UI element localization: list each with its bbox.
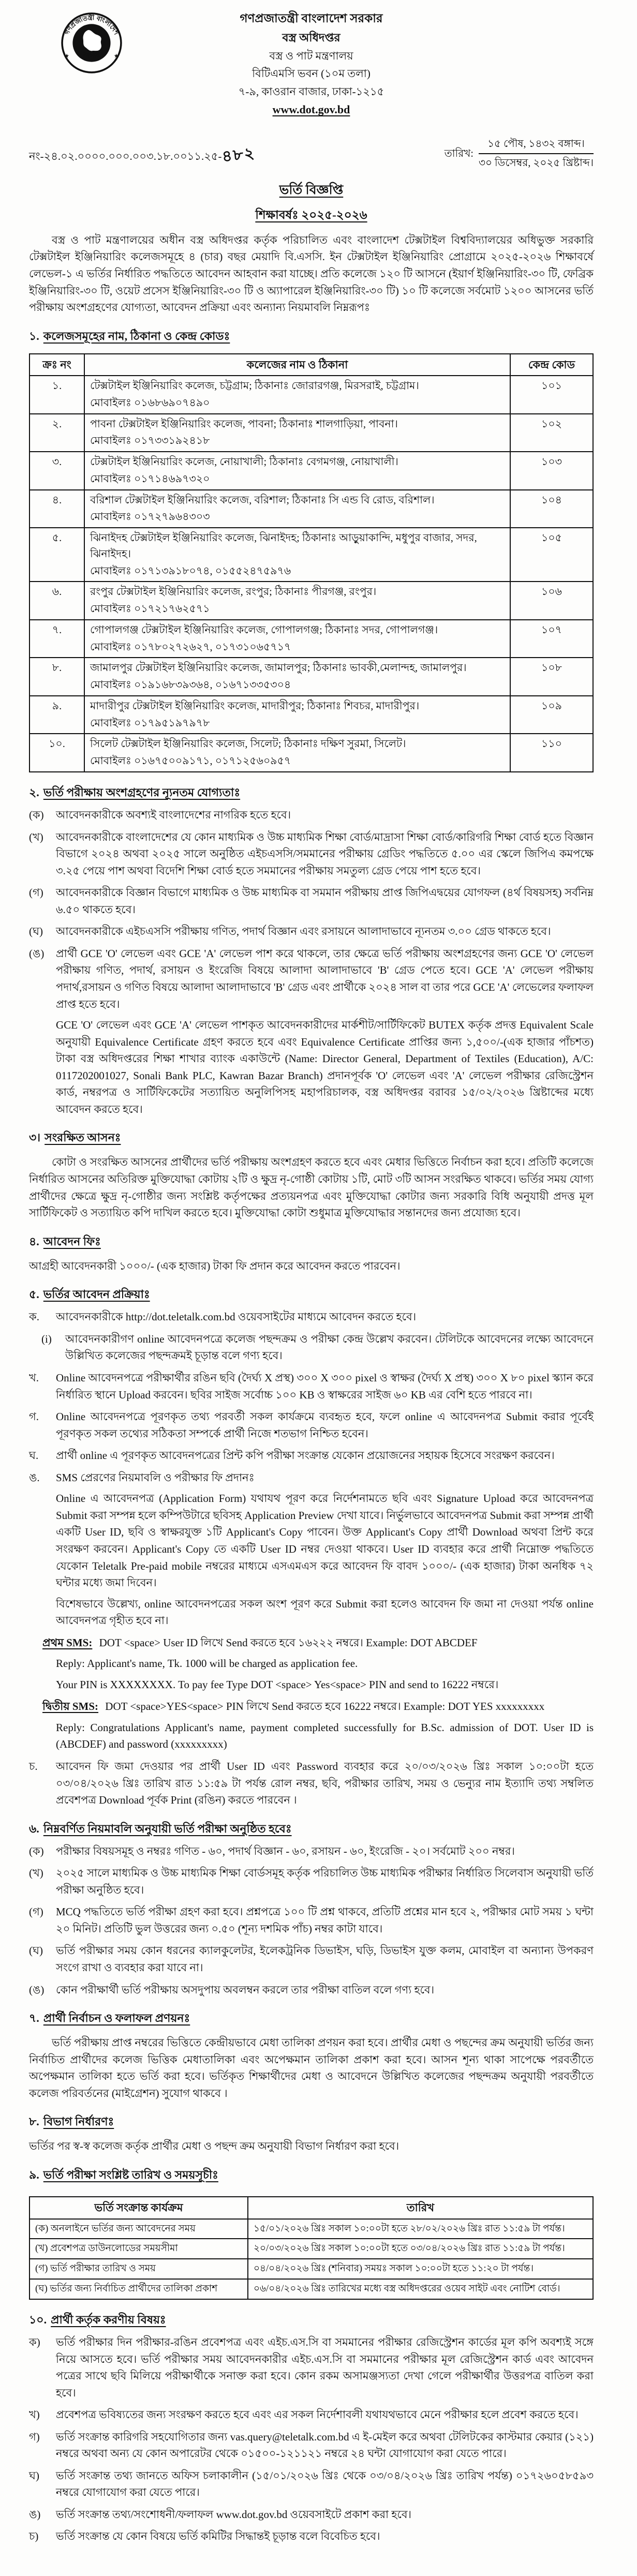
schedule-table	[29, 2196, 594, 2300]
section-8-heading: ৮. বিভাগ নির্ধারণঃ	[29, 2115, 114, 2128]
selection-result-paragraph: ভর্তি পরীক্ষায় প্রাপ্ত নম্বরের ভিত্তিতে কেন্দ্রীয়ভাবে মেধা তালিকা প্রণয়ন করা হবে। প্রার্থীর মেধা ও পছন্দের ক্রম অনুযায়ী ভর্তির জন্য নির্বাচিত প্রার্থীদের কলেজ ভিত্তিক মেধাতালিকা এবং অপেক্ষমান তালিকা প্রকাশ করা হবে। আসন শূন্য থাকা সাপেক্ষে পরবর্তীতে অপেক্ষমান তালিকা হতে ভর্তি করা হবে। ভর্তিকৃত শিক্ষার্থীদের মেধা ও আবেদনে উল্লিখিত কলেজের পছন্দক্রম অনুযায়ী পরবর্তীতে কলেজ পরিবর্তনের (মাইগ্রেশন) সুযোগ থাকবে ।	[29, 2036, 594, 2099]
college-center-code: ১০৪	[510, 490, 593, 528]
college-center-code: ১০৩	[510, 452, 593, 490]
schedule-date: ০৬/০৪/২০২৬ খ্রিঃ তারিখের মধ্যে বস্ত্র অধিদপ্তরের ওয়েব সাইট এবং নোটিশ বোর্ড।	[248, 2279, 593, 2299]
eligibility-item	[29, 923, 594, 940]
memo-date	[445, 136, 594, 171]
item-text: ভর্তি সংক্রান্ত কারিগরি সহযোগিতার জন্য vas.query@teletalk.com.bd এ ই-মেইল করে অথবা টেলিটকের কাস্টমার কেয়ার (১২১) নম্বরে অথবা অন্য যে কোন অপারেটর থেকে ০১৫০০-১২১১২১ নম্বরে ২৪ ঘন্টা যোগাযোগ করা যেতে পারে।	[56, 2430, 594, 2460]
college-line: সিলেট টেক্সটাইল ইঞ্জিনিয়ারিং কলেজ, সিলেট; ঠিকানাঃ দক্ষিণ সুরমা, সিলেট।	[90, 738, 406, 750]
data-accuracy-item: গ. Online আবেদনপত্রে পূরণকৃত তথ্য পরবর্তী সকল কার্যক্রমে ব্যবহৃত হবে, ফলে online এ আবেদনপত্র Submit করার পূর্বেই পূরণকৃত সকল তথ্যের সঠিকতা সম্পর্কে প্রার্থী নিজে শতভাগ নিশ্চিত হবেন।	[29, 1410, 594, 1440]
exam-rule-item	[29, 1903, 594, 1937]
section-4-heading: ৪. আবেদন ফিঃ	[29, 1234, 101, 1248]
college-serial: ৯.	[29, 696, 84, 734]
first-sms-text: DOT <space> User ID লিখে Send করতে হবে ১৬২২২ নম্বরে। Example: DOT ABCDEF	[99, 1636, 478, 1649]
item-label: (ঙ)	[29, 1983, 45, 1996]
office-address: ৭-৯, কাওরান বাজার, ঢাকা-১২১৫	[238, 85, 384, 98]
gce-equivalence-paragraph: GCE 'O' লেভেল এবং GCE 'A' লেভেল পাশকৃত আবেদনকারীদের মার্কশীট/সার্টিফিকেট BUTEX কর্তৃক প্রদত্ত Equivalent Scale অনুযায়ী Equivalence Certificate গ্রহণ করতে হবে এবং Equivalence Certificate প্রাপ্তির জন্য ১,৫০০/-(এক হাজার পাঁচশত) টাকা বস্ত্র অধিদপ্তরের শিক্ষা শাখার ব্যাংক একাউন্টে (Name: Director General, Department of Textiles (Education), A/C: 0117202001027, Sonali Bank PLC, Kawran Bazar Branch) প্রদানপূর্বক 'O' লেভেল এবং 'A' লেভেল পরীক্ষার রেজিস্ট্রেশন কার্ড, নম্বরপত্র ও সার্টিফিকেটের সত্যায়িত অনুলিপিসহ মহাপরিচালক, বস্ত্র অধিদপ্তর বরাবর ১৫/০২/২০২৬ খ্রিষ্টাব্দের মধ্যে আবেদন করতে হবে।	[56, 1019, 594, 1115]
college-table-row	[29, 490, 593, 528]
college-mobile: মোবাইলঃ ০১৭৮০২৭২৬২৭, ০১৭৩১০৬৫৭১৭	[90, 641, 291, 653]
item-text: আবেদনকারীকে এইচএসসি পরীক্ষায় গণিত, পদার্থ বিজ্ঞান এবং রসায়নে আলাদাভাবে ন্যূনতম ৩.০০ গ্রেড থাকতে হবে।	[56, 925, 551, 938]
schedule-row	[29, 2279, 593, 2299]
section-9-heading: ৯. ভর্তি পরীক্ষা সংশ্লিষ্ট তারিখ ও সময়সূচীঃ	[29, 2168, 218, 2181]
college-table-row	[29, 414, 593, 452]
item-label: (খ)	[29, 830, 43, 843]
college-serial: ৬.	[29, 582, 84, 620]
second-sms-label: দ্বিতীয় SMS:	[42, 1700, 99, 1713]
sms-procedure-paragraph: Online এ আবেদনপত্র (Application Form) যথাযথ পূরণ করে নির্দেশনামতে ছবি এবং Signature Upload করে আবেদনপত্র Submit করা সম্পন্ন হলে কম্পিউটারে ছবিসহ Application Preview দেখা যাবে। নির্ভুলভাবে আবেদনপত্র Submit করা সম্পন্ন প্রার্থী একটি User ID, ছবি ও স্বাক্ষরযুক্ত ১টি Applicant's Copy পাবেন। উক্ত Applicant's Copy প্রার্থী Download অথবা প্রিন্ট করে সংরক্ষণ করবেন। Applicant's Copy তে একটি User ID নম্বর দেওয়া থাকবে। User ID ব্যবহার করে প্রার্থী নিম্নোক্ত পদ্ধতিতে যেকোন Teletalk Pre-paid mobile নম্বরের মাধ্যমে এসএমএস করে আবেদন ফি বাবদ ১০০০/- (এক হাজার) টাকা অনধিক ৭২ ঘন্টার মধ্যে জমা দিবেন।	[56, 1492, 594, 1589]
schedule-row	[29, 2239, 593, 2259]
eligibility-item	[29, 807, 594, 824]
doc-title: ভর্তি বিজ্ঞপ্তি	[279, 183, 344, 198]
college-preference-item: (i) আবেদনকারীগণ online আবেদনপত্রে কলেজ পছন্দক্রম ও পরীক্ষা কেন্দ্র উল্লেখ করবেন। টেলিটকে আবেদনের লক্ষ্যে আবেদনে উল্লিখিত কলেজের পছন্দক্রমই চূড়ান্ত বলে গণ্য হবে।	[41, 1332, 594, 1362]
candidate-duty-item	[29, 2406, 594, 2423]
item-label: (ক)	[29, 1844, 44, 1857]
college-line: জামালপুর টেক্সটাইল ইঞ্জিনিয়ারিং কলেজ, জামালপুর; ঠিকানাঃ ভাবকী,মেলান্দহ, জামালপুর।	[90, 662, 467, 674]
section-10-items	[29, 2334, 594, 2545]
intro-paragraph: বস্ত্র ও পাট মন্ত্রণালয়ের অধীন বস্ত্র অধিদপ্তর কর্তৃক পরিচালিত এবং বাংলাদেশ টেক্সটাইল বিশ্ববিদ্যালয়ের অধিভুক্ত সরকারি টেক্সটাইল ইঞ্জিনিয়ারিং কলেজসমূহে ৪ (চার) বছর মেয়াদি বি.এসসি. ইন টেক্সটাইল ইঞ্জিনিয়ারিং প্রোগ্রামে ২০২৫-২০২৬ শিক্ষাবর্ষে লেভেল-১ এ ভর্তির নির্ধারিত পদ্ধতিতে আবেদন আহবান করা যাচ্ছে। প্রতি কলেজে ১২০ টি আসনে (ইয়ার্ণ ইঞ্জিনিয়ারিং-৩০ টি, ফেব্রিক ইঞ্জিনিয়ারিং-৩০ টি, ওয়েট প্রসেস ইঞ্জিনিয়ারিং-৩০ টি ও অ্যাপারেল ইঞ্জিনিয়ারিং-৩০ টি) ১০ টি কলেজে সর্বমোট ১২০০ আসনের ভর্তি পরীক্ষায় অংশগ্রহণের যোগ্যতা, আবেদন প্রক্রিয়া এবং অন্যান্য নিয়মাবলি নিম্নরূপঃ	[29, 233, 594, 314]
sms-rules-subheading: ঙ. SMS প্রেরণের নিয়মাবলি ও পরীক্ষার ফি প্রদানঃ	[29, 1471, 255, 1484]
college-mobile: মোবাইলঃ ০১৬৮৬৯০৭৪৯০	[90, 397, 210, 409]
reserved-seats-paragraph: কোটা ও সংরক্ষিত আসনের প্রার্থীদের ভর্তি পরীক্ষায় অংশগ্রহণ করতে হবে এবং মেধার ভিত্তিতে নির্বাচন করা হবে। প্রতিটি কলেজে নির্ধারিত আসনের অতিরিক্ত মুক্তিযোদ্ধা কোটায় ২টি ও ক্ষুদ্র নৃ-গোষ্ঠী কোটায় ১টি, মোট ৩টি আসন সংরক্ষিত থাকবে। ভর্তির সময় যোগ্য প্রার্থীদের ক্ষেত্রে ক্ষুদ্র নৃ-গোষ্ঠীর জন্য সংশ্লিষ্ট কর্তৃপক্ষের প্রত্যয়নপত্র এবং মুক্তিযোদ্ধা কোটার জন্য সরকারি বিধি অনুযায়ী প্রদত্ত মূল সার্টিফিকেট ও সত্যায়িত কপি দাখিল করতে হবে। মুক্তিযোদ্ধা কোটা শুধুমাত্র মুক্তিযোদ্ধার সন্তানদের জন্য প্রযোজ্য হবে।	[29, 1156, 594, 1219]
section-6-heading: ৬. নিম্নবর্ণিত নিয়মাবলি অনুযায়ী ভর্তি পরীক্ষা অনুষ্ঠিত হবেঃ	[29, 1822, 292, 1835]
schedule-row	[29, 2219, 593, 2239]
section-2-heading: ২. ভর্তি পরীক্ষায় অংশগ্রহণের ন্যূনতম যোগ্যতাঃ	[29, 785, 241, 799]
schedule-activity: (ঘ) ভর্তির জন্য নির্বাচিত প্রার্থীদের তালিকা প্রকাশ	[29, 2279, 248, 2299]
item-label: খ)	[29, 2408, 40, 2421]
seal-bottom-text: সরকার	[82, 51, 101, 60]
first-sms-line	[42, 1634, 594, 1651]
doc-subtitle: শিক্ষাবর্ষঃ ২০২৫-২০২৬	[255, 209, 367, 222]
item-label: (গ)	[29, 886, 43, 899]
college-center-code: ১০১	[510, 376, 593, 414]
seal-top-text: গণপ্রজাতন্ত্রী বাংলাদেশ	[63, 14, 120, 36]
college-name-address	[84, 658, 510, 696]
college-line: মাদারীপুর টেক্সটাইল ইঞ্জিনিয়ারিং কলেজ, মাদারীপুর; ঠিকানাঃ শিবচর, মাদারীপুর।	[90, 700, 420, 712]
college-center-code: ১০৮	[510, 658, 593, 696]
college-line: বরিশাল টেক্সটাইল ইঞ্জিনিয়ারিং কলেজ, বরিশাল; ঠিকানাঃ সি এন্ড বি রোড, বরিশাল।	[90, 494, 435, 506]
item-text: ভর্তি সংক্রান্ত যে কোন বিষয়ে ভর্তি কমিটির সিদ্ধান্তই চূড়ান্ত বলে বিবেচিত হবে।	[56, 2530, 380, 2543]
item-text: ভর্তি সংক্রান্ত তথ্য/সংশোধনী/ফলাফল www.dot.gov.bd ওয়েবসাইটে প্রকাশ করা হবে।	[56, 2508, 412, 2521]
ministry-name: বস্ত্র ও পাট মন্ত্রণালয়	[269, 49, 353, 62]
date-bangla: ১৫ পৌষ, ১৪৩২ বঙ্গাব্দ।	[479, 136, 594, 154]
memo-number-handwritten: ৪৮২	[220, 144, 256, 166]
college-mobile: মোবাইলঃ ০১৭৯৫১৯৭৯৭৮	[90, 717, 210, 729]
col-activity: ভর্তি সংক্রান্ত কার্যক্রম	[29, 2197, 248, 2219]
col-date: তারিখ	[248, 2197, 593, 2219]
building-name: বিটিএমসি ভবন (১০ম তলা)	[252, 67, 371, 80]
college-name-address	[84, 452, 510, 490]
schedule-row	[29, 2259, 593, 2279]
college-serial: ৭.	[29, 620, 84, 658]
seal-star-left-icon: ★	[64, 53, 70, 59]
date-gregorian: ৩০ ডিসেম্বর, ২০২৫ খ্রিষ্টাব্দ।	[478, 157, 594, 169]
item-text: ভর্তি পরীক্ষার সময় কোন ধরনের ক্যালকুলেটর, ইলেকট্রনিক ডিভাইস, ঘড়ি, ডিভাইস যুক্ত কলম, মোবাইল বা অন্যান্য উপকরণ সংগে রাখা ও ব্যবহার করা যাবে না।	[56, 1944, 594, 1974]
college-name-address	[84, 582, 510, 620]
photo-signature-item: খ. Online আবেদনপত্রে পরীক্ষার্থীর রঙিন ছবি (দৈর্ঘ্য X প্রস্থ) ৩০০ X ৩০০ pixel ও স্বাক্ষর (দৈর্ঘ্য X প্রস্থ) ৩০০ X ৮০ pixel স্ক্যান করে নির্ধারিত স্থানে Upload করবেন। ছবির সাইজ সর্বোচ্চ ১০০ KB ও স্বাক্ষরের সাইজ ৬০ KB এর বেশি হতে পারবে না।	[29, 1372, 594, 1401]
item-text: পরীক্ষার বিষয়সমূহ ও নম্বরঃ গণিত - ৬০, পদার্থ বিজ্ঞান - ৬০, রসায়ন - ৬০, ইংরেজি - ২০। সর্বমোট ২০০ নম্বর।	[56, 1844, 515, 1857]
college-line: পাবনা টেক্সটাইল ইঞ্জিনিয়ারিং কলেজ, পাবনা; ঠিকানাঃ শালগাড়িয়া, পাবনা।	[90, 418, 398, 430]
schedule-activity: (ক) অনলাইনে ভর্তির জন্য আবেদনের সময়	[29, 2219, 248, 2239]
col-code: কেন্দ্র কোড	[510, 354, 593, 376]
college-table-row	[29, 452, 593, 490]
college-serial: ৫.	[29, 528, 84, 582]
college-table-row	[29, 620, 593, 658]
candidate-duty-item	[29, 2467, 594, 2501]
item-label: (ঘ)	[29, 925, 43, 938]
section-6-items	[29, 1843, 594, 1998]
section-1-heading: ১. কলেজসমূহের নাম, ঠিকানা ও কেন্দ্র কোডঃ	[29, 329, 230, 343]
college-table	[29, 353, 594, 772]
apply-website-text: আবেদনকারীকে http://dot.teletalk.com.bd ওয়েবসাইটের মাধ্যমে আবেদন করতে হবে।	[56, 1311, 417, 1323]
item-text: ভর্তি পরীক্ষার দিন পরীক্ষার-রঙিন প্রবেশপত্র এবং এইচ.এস.সি বা সমমানের পরীক্ষার রেজিস্ট্রেশন কার্ডের মূল কপি অবশ্যই সঙ্গে নিয়ে আসতে হবে। ভর্তি পরীক্ষার সময় আবেদনকারীর এইচ.এস.সি বা সমমানের পরীক্ষার মূল রেজিস্ট্রেশন কার্ড এবং আবেদন পত্রের সাথে ছবি মিলিয়ে পরীক্ষার্থীকে সনাক্ত করা হবে। কোন রকম অসামঞ্জস্যতা দেখা গেলে পরীক্ষার্থীর উত্তরপত্র বাতিল করা হবে।	[56, 2335, 594, 2399]
college-table-row	[29, 734, 593, 772]
college-mobile: মোবাইলঃ ০১৭১৪৬৯৭৩২০	[90, 473, 210, 485]
item-text: আবেদনকারীকে বিজ্ঞান বিভাগে মাধ্যমিক ও উচ্চ মাধ্যমিক বা সমমান পরীক্ষায় প্রাপ্ত জিপিএদ্বয়ের যোগফল (৪র্থ বিষয়সহ) সর্বনিম্ন ৬.৫০ থাকতে হবে।	[56, 886, 594, 916]
eligibility-item	[29, 884, 594, 918]
print-copy-item: ঘ. প্রার্থী online এ পূরণকৃত আবেদনপত্রের প্রিন্ট কপি পরীক্ষা সংক্রান্ত যেকোন প্রয়োজনের সহায়ক হিসেবে সংরক্ষণ করবেন।	[29, 1449, 555, 1462]
schedule-date: ২০/০৩/২০২৬ খ্রিঃ সকাল ১০:০০টা হতে ০৩/০৪/২০২৬ খ্রিঃ রাত ১১:৫৯ টা পর্যন্ত।	[248, 2239, 593, 2259]
college-table-row	[29, 376, 593, 414]
college-name-address	[84, 696, 510, 734]
schedule-header-row	[29, 2197, 593, 2219]
college-name-address	[84, 414, 510, 452]
college-mobile: মোবাইলঃ ০১৬৭৫০০৯১৭১, ০১৭১২৫৬০৯৫৭	[90, 755, 291, 767]
item-label: ঙ)	[29, 2508, 41, 2521]
college-mobile: মোবাইলঃ ০১৯১৬৮৩৯৩৬৪, ০১৬৭১৩৩৫৩০৪	[90, 679, 291, 691]
college-serial: ৮.	[29, 658, 84, 696]
schedule-date: ১৫/০১/২০২৬ খ্রিঃ সকাল ১০:০০টা হতে ২৮/০২/২০২৬ খ্রিঃ রাত ১১:৫৯ টা পর্যন্ত।	[248, 2219, 593, 2239]
item-label: (ঙ)	[29, 947, 45, 960]
schedule-activity: (খ) প্রবেশপত্র ডাউনলোডের সময়সীমা	[29, 2239, 248, 2259]
department-assignment-paragraph: ভর্তির পর স্ব-স্ব কলেজ কর্তৃক প্রার্থীর মেধা ও পছন্দ ক্রম অনুযায়ী বিভাগ নির্ধারণ করা হবে।	[29, 2140, 399, 2153]
exam-rule-item	[29, 1843, 594, 1860]
college-table-row	[29, 528, 593, 582]
memo-line	[29, 136, 594, 171]
item-text: প্রবেশপত্র ভবিষ্যতের জন্য সংরক্ষণ করতে হবে এবং এর সকল নির্দেশাবলী যথাযথভাবে মেনে পরীক্ষার হলে প্রবেশ করতে হবে।	[56, 2408, 579, 2421]
item-text: ২০২৫ সালে মাধ্যমিক ও উচ্চ মাধ্যমিক শিক্ষা বোর্ডসমূহ কর্তৃক পরিচালিত উচ্চ মাধ্যমিক পরীক্ষার নির্ধারিত সিলেবাস অনুযায়ী ভর্তি পরীক্ষা অনুষ্ঠিত হবে।	[56, 1867, 594, 1896]
date-stack	[479, 136, 594, 171]
college-line: গোপালগঞ্জ টেক্সটাইল ইঞ্জিনিয়ারিং কলেজ, গোপালগঞ্জ; ঠিকানাঃ সদর, গোপালগঞ্জ।	[90, 624, 438, 636]
item-label: গ)	[29, 2430, 40, 2443]
college-line: রংপুর টেক্সটাইল ইঞ্জিনিয়ারিং কলেজ, রংপুর; ঠিকানাঃ পীরগঞ্জ, রংপুর।	[90, 586, 377, 598]
section-2-items	[29, 807, 594, 1012]
second-sms-reply: Reply: Congratulations Applicant's name, payment completed successfully for B.Sc. admission of DOT. User ID is (ABCDEF) and password (xxxxxxxxx)	[56, 1721, 594, 1751]
item-text: MCQ পদ্ধতিতে ভর্তি পরীক্ষা গ্রহণ করা হবে। প্রশ্নপত্রে ১০০ টি প্রশ্ন থাকবে, প্রতিটি প্রশ্নের মান হবে ২, পরীক্ষার মোট সময় ১ ঘন্টা ২০ মিনিট। প্রতিটি ভুল উত্তরের জন্য ০.৫০ (শূন্য দশমিক পাঁচ) নম্বর কাটা যাবে।	[56, 1905, 594, 1935]
candidate-duty-item	[29, 2429, 594, 2462]
candidate-duty-item	[29, 2334, 594, 2401]
item-label: ঘ)	[29, 2469, 39, 2482]
item-label: (খ)	[29, 1867, 43, 1880]
candidate-duty-item	[29, 2506, 594, 2523]
college-name-address	[84, 490, 510, 528]
directorate-name: বস্ত্র অধিদপ্তর	[282, 31, 340, 44]
item-label: ক)	[29, 2335, 40, 2348]
item-label: চ)	[29, 2530, 39, 2543]
college-mobile: মোবাইলঃ ০১৭৩৩১৯২৪১৮	[90, 435, 210, 447]
college-table-row	[29, 696, 593, 734]
application-fee-paragraph: আগ্রহী আবেদনকারী ১০০০/- (এক হাজার) টাকা ফি প্রদান করে আবেদন করতে পারবেন।	[29, 1259, 401, 1272]
admit-card-download-item: চ. আবেদন ফি জমা দেওয়ার পর প্রার্থী User ID এবং Password ব্যবহার করে ২০/০৩/২০২৬ খ্রিঃ সকাল ১০:০০টা হতে ০৩/০৪/২০২৬ খ্রিঃ তারিখ রাত ১১:৫৯ টা পর্যন্ত রোল নম্বর, ছবি, পরীক্ষার তারিখ, সময় ও ভেন্যুর নাম ইত্যাদি তথ্য সম্বলিত প্রবেশপত্র Download পূর্বক Print (রঙিন) করতে পারবেন ।	[29, 1760, 594, 1807]
college-mobile: মোবাইলঃ ০১৭১৩৯১৮০৭৪, ০১৫৫২৪৭৫৯৭৬	[90, 565, 291, 577]
memo-number	[29, 136, 255, 168]
second-sms-line	[42, 1698, 594, 1715]
college-table-row	[29, 582, 593, 620]
college-center-code: ১০৯	[510, 696, 593, 734]
section-10-heading: ১০. প্রার্থী কর্তৃক করণীয় বিষয়ঃ	[29, 2313, 166, 2326]
website-link: www.dot.gov.bd	[272, 103, 350, 116]
schedule-activity: (গ) ভর্তি পরীক্ষার তারিখ ও সময়	[29, 2259, 248, 2279]
college-name-address	[84, 376, 510, 414]
item-text: প্রার্থী GCE 'O' লেভেল এবং GCE 'A' লেভেল পাশ করে থাকলে, তার ক্ষেত্রে ভর্তি পরীক্ষায় অংশগ্রহণের জন্য GCE 'O' লেভেল পরীক্ষায় গণিত, পদার্থ, রসায়ন ও ইংরেজি বিষয়ে আলাদা আলাদাভাবে 'B' গ্রেড পেতে হবে। GCE 'A' লেভেল পরীক্ষায় পদার্থ,রসায়ন ও গণিত বিষয়ে আলাদা আলাদাভাবে 'B' গ্রেড এবং প্রার্থীকে ২০২৪ সাল বা তার পরে GCE 'A' লেভেলের ফলাফল প্রাপ্ত হতে হবে।	[56, 947, 594, 1010]
date-label: তারিখ:	[444, 147, 473, 159]
college-serial: ১০.	[29, 734, 84, 772]
college-serial: ১.	[29, 376, 84, 414]
college-mobile: মোবাইলঃ ০১৭২১৭৬২৫৭১	[90, 603, 210, 615]
second-sms-text: DOT <space>YES<space> PIN লিখে Send করতে হবে 16222 নম্বরে। Example: DOT YES xxxxxxxxx	[105, 1700, 545, 1713]
college-serial: ৪.	[29, 490, 84, 528]
eligibility-item	[29, 829, 594, 880]
schedule-date: ০৪/০৪/২০২৬ খ্রিঃ (শনিবার) সময়ঃ সকাল ১০:০০টা হতে ১১:২০ টা পর্যন্ত।	[248, 2259, 593, 2279]
item-label: (গ)	[29, 1905, 43, 1918]
item-text: আবেদনকারীকে অবশ্যই বাংলাদেশের নাগরিক হতে হবে।	[56, 809, 291, 822]
college-center-code: ১১০	[510, 734, 593, 772]
college-serial: ২.	[29, 414, 84, 452]
candidate-duty-item	[29, 2528, 594, 2545]
college-name-address	[84, 528, 510, 582]
exam-rule-item	[29, 1865, 594, 1898]
item-label: (ঘ)	[29, 1944, 43, 1957]
college-line: টেক্সটাইল ইঞ্জিনিয়ারিং কলেজ, নোয়াখালী; ঠিকানাঃ বেগমগঞ্জ, নোয়াখালী।	[90, 456, 398, 468]
section-7-heading: ৭. প্রার্থী নির্বাচন ও ফলাফল প্রণয়নঃ	[29, 2012, 190, 2025]
item-text: আবেদনকারীকে বাংলাদেশের যে কোন মাধ্যমিক ও উচ্চ মাধ্যমিক শিক্ষা বোর্ড/মাদ্রাসা শিক্ষা বোর্ড/কারিগরি শিক্ষা বোর্ড হতে বিজ্ঞান বিভাগে ২০২৪ অথবা ২০২৫ সালে অনুষ্ঠিত এইচএসসি/সমমানের পরীক্ষায় গ্রেডিং পদ্ধতিতে ৫.০০ এর স্কেলে জিপিএ কমপক্ষে ৩.২৫ পেয়ে পাশ অথবা বিদেশি শিক্ষা বোর্ড হতে সমমানের পরীক্ষায় সমতুল্য গ্রেড পেয়ে পাশ হতে হবে।	[56, 830, 594, 877]
college-line: টেক্সটাইল ইঞ্জিনিয়ারিং কলেজ, চট্টগ্রাম; ঠিকানাঃ জোরারগঞ্জ, মিরসরাই, চট্টগ্রাম।	[90, 380, 419, 392]
college-line: ঝিনাইদহ টেক্সটাইল ইঞ্জিনিয়ারিং কলেজ, ঝিনাইদহ; ঠিকানাঃ আড়ুয়াকান্দি, মধুপুর বাজার, সদর, ঝিনাইদহ।	[90, 532, 477, 560]
college-center-code: ১০২	[510, 414, 593, 452]
college-table-header-row	[29, 354, 593, 376]
college-mobile: মোবাইলঃ ০১৭২৭৯৬৪৩০৩	[90, 511, 210, 523]
col-college: কলেজের নাম ও ঠিকানা	[84, 354, 510, 376]
first-sms-reply: Reply: Applicant's name, Tk. 1000 will be charged as application fee.	[56, 1657, 358, 1670]
item-text: ভর্তি সংক্রান্ত তথ্য জানতে অফিস চলাকালীন (১৫/০১/২০২৬ খ্রিঃ থেকে ০৩/০৪/২০২৬ খ্রিঃ তারিখ পর্যন্ত) ০১৭২৬০৫৮৫৯৩ নম্বরে যোগাযোগ করা যেতে পারে।	[56, 2469, 594, 2499]
memo-number-printed: নং-২৪.০২.০০০০.০০০.০০৩.১৮.০০১১.২৫-	[29, 150, 222, 163]
eligibility-item	[29, 945, 594, 1012]
first-sms-label: প্রথম SMS:	[42, 1636, 93, 1649]
college-table-row	[29, 658, 593, 696]
college-name-address	[84, 620, 510, 658]
government-name: গণপ্রজাতন্ত্রী বাংলাদেশ সরকার	[240, 12, 383, 25]
exam-rule-item	[29, 1942, 594, 1976]
government-seal	[60, 11, 123, 75]
section-3-heading: ৩। সংরক্ষিত আসনঃ	[29, 1131, 121, 1144]
item-text: কোন পরীক্ষার্থী ভর্তি পরীক্ষায় অসদুপায় অবলম্বন করলে তার পরীক্ষা বাতিল বলে গণ্য হবে।	[56, 1983, 435, 1996]
college-center-code: ১০৭	[510, 620, 593, 658]
first-sms-pin: Your PIN is XXXXXXXX. To pay fee Type DOT <space> Yes<space> PIN and send to 16222 নম্বরে।	[56, 1678, 499, 1691]
college-center-code: ১০৬	[510, 582, 593, 620]
section-5-heading: ৫. ভর্তির আবেদন প্রক্রিয়াঃ	[29, 1288, 150, 1301]
fee-warning-paragraph: বিশেষভাবে উল্লেখ্য, online আবেদনপত্রের সকল অংশ পূরণ করে Submit করা হলেও আবেদন ফি জমা না দেওয়া পর্যন্ত online আবেদনপত্র গৃহীত হবে না।	[56, 1597, 594, 1627]
exam-rule-item	[29, 1982, 594, 1999]
college-name-address	[84, 734, 510, 772]
item-label: (ক)	[29, 809, 44, 822]
college-center-code: ১০৫	[510, 528, 593, 582]
apply-website-item: ক. আবেদনকারীকে http://dot.teletalk.com.bd ওয়েবসাইটের মাধ্যমে আবেদন করতে হবে।	[29, 1311, 417, 1323]
col-serial: ক্রঃ নং	[29, 354, 84, 376]
college-serial: ৩.	[29, 452, 84, 490]
seal-star-right-icon: ★	[113, 53, 119, 59]
